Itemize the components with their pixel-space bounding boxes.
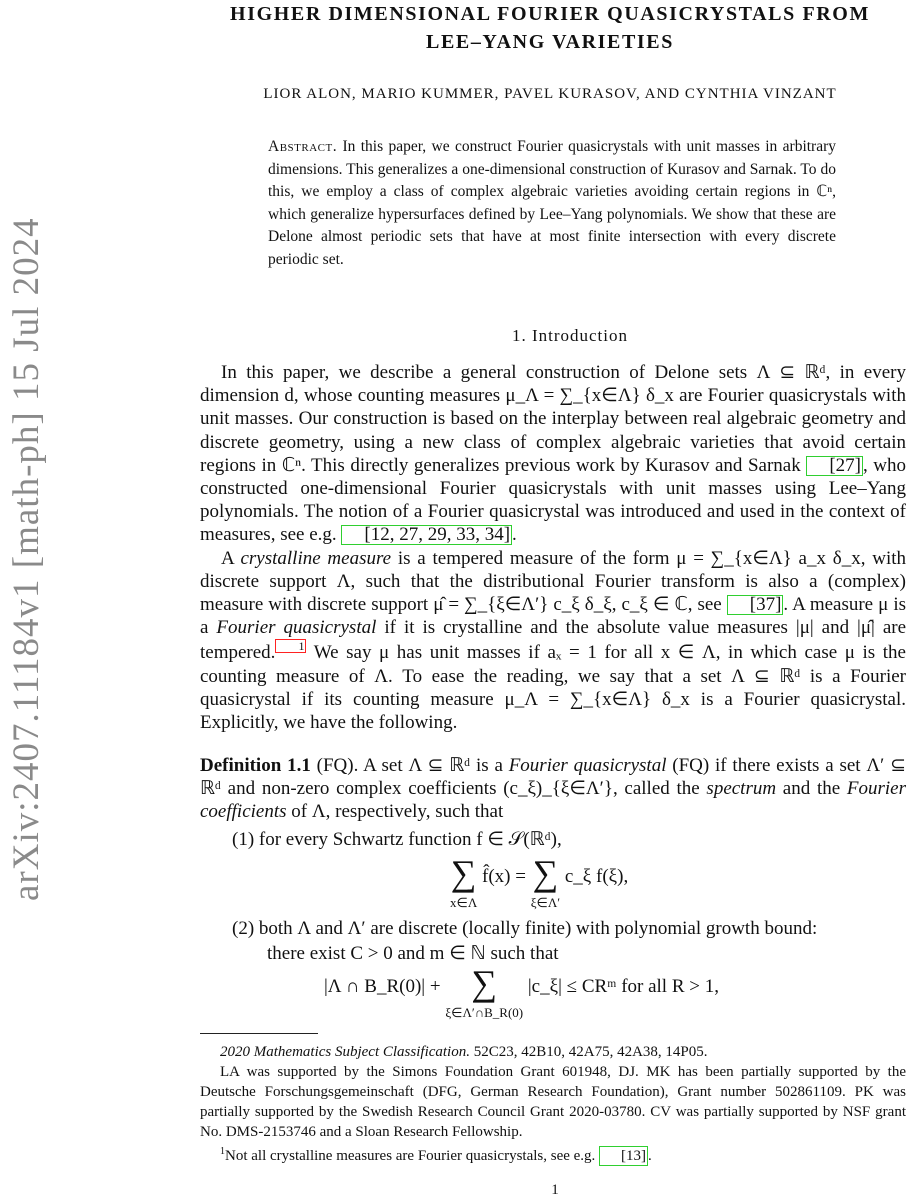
intro-p2-text-d: if it is crystalline and the absolute value measures |μ| and |μ̂| are tempered. xyxy=(200,617,907,664)
eq1-lhs: f̂(x) = xyxy=(482,866,526,887)
footnote-link-1[interactable]: 1 xyxy=(275,639,306,653)
sum-symbol-2: ∑ xyxy=(532,853,559,893)
equation-2 xyxy=(324,963,719,1023)
eq1-rhs-subscript: ξ∈Λ′ xyxy=(530,895,561,910)
definition-item-2a: (2) both Λ and Λ′ are discrete (locally finite) with polynomial growth bound: xyxy=(232,918,818,939)
sum-symbol-3: ∑ xyxy=(471,963,498,1003)
funding-footnote: LA was supported by the Simons Foundation Grant 601948, DJ. MK has been partially supported by the Deutsche Forschungsgemeinschaft (DFG, German Research Foundation), Grant number 502861109. PK was partially supported by the Swedish Research Council Grant 2020-03780. CV was partially supported by NSF grant No. DMS-2153746 and a Sloan Research Fellowship. xyxy=(200,1064,906,1140)
term-fourier-coefficients: Fourier coefficients xyxy=(200,778,906,823)
term-fourier-quasicrystal: Fourier quasicrystal xyxy=(216,617,377,639)
intro-p2-text-b: is a tempered measure of the form μ = ∑_{x∈Λ} a_x δ_x, with discrete support Λ, such that the distributional Fourier transform is also a (complex) measure with discrete support μ̂ = ∑_{ξ∈Λ′} c_ξ δ_ξ, c_ξ ∈ ℂ, see xyxy=(200,547,906,616)
section-heading: 1. Introduction xyxy=(511,326,629,345)
arxiv-identifier: arXiv:2407.11184v1 [math-ph] 15 Jul 2024 xyxy=(6,217,47,901)
abstract xyxy=(268,136,836,271)
msc-footnote xyxy=(200,1042,906,1062)
definition-text-1: A set Λ ⊆ ℝᵈ is a xyxy=(363,755,503,776)
paper-title xyxy=(200,0,900,56)
definition-item-1: (1) for every Schwartz function f ∈ 𝒮(ℝᵈ), xyxy=(232,829,562,850)
eq1-rhs: c_ξ f(ξ), xyxy=(564,866,629,887)
title-line-2: LEE–YANG VARIETIES xyxy=(426,31,674,53)
definition-paragraph xyxy=(200,754,906,824)
citation-link-27[interactable]: [27] xyxy=(806,456,863,476)
intro-p1-text-b: , who constructed one-dimensional Fourier quasicrystals with unit masses using Lee–Yang polynomials. The notion of a Fourier quasicrystal was introduced and used in the context of measures, see e.g. xyxy=(200,454,906,546)
intro-p1-text-a: In this paper, we describe a general construction of Delone sets Λ ⊆ ℝᵈ, in every dimension d, whose counting measures μ_Λ = ∑_{x∈Λ} δ_x are Fourier quasicrystals with unit masses. Our construction is based on the interplay between real algebraic geometry and discrete geometry, using a new class of complex algebraic varieties that avoid certain regions in ℂⁿ. This directly generalizes previous work by Kurasov and Sarnak xyxy=(200,362,906,476)
intro-paragraph-1: In this paper, we describe a general construction of Delone sets Λ ⊆ ℝᵈ, in every dimension d, whose counting measures μ_Λ = ∑_{x∈Λ} δ_x are Fourier quasicrystals with unit masses. Our construction is based on the interplay between real algebraic geometry and discrete geometry, using a new class of complex algebraic varieties that avoid certain regions in ℂⁿ. This directly generalizes previous work by Kurasov and Sarnak [27] , who constructed one-dimensional Fourier quasicrystals with unit masses using Lee–Yang polynomials. The notion of a Fourier quasicrystal was introduced and used in the context of measures, see e.g. [12, 27, 29, 33, 34] . xyxy=(200,362,906,546)
definition-item-2b: there exist C > 0 and m ∈ ℕ such that xyxy=(267,943,559,964)
sum-symbol: ∑ xyxy=(450,853,477,893)
eq2-subscript: ξ∈Λ′∩B_R(0) xyxy=(445,1005,524,1020)
definition-text-4: of Λ, respectively, such that xyxy=(291,801,504,823)
msc-label: 2020 Mathematics Subject Classification. xyxy=(220,1044,470,1060)
title-line-1: HIGHER DIMENSIONAL FOURIER QUASICRYSTALS FROM xyxy=(230,3,870,25)
eq2-left: |Λ ∩ B_R(0)| + xyxy=(324,976,441,997)
eq1-lhs-subscript: x∈Λ xyxy=(450,895,478,910)
abstract-label: Abstract. xyxy=(268,138,338,155)
footnote-1 xyxy=(200,1142,906,1166)
footnotes xyxy=(200,1042,906,1166)
page-number: 1 xyxy=(551,1182,559,1198)
equation-1 xyxy=(450,853,629,913)
citation-link-37[interactable]: [37] xyxy=(727,595,784,615)
intro-body xyxy=(200,361,906,734)
msc-codes: 52C23, 42B10, 42A75, 42A38, 14P05. xyxy=(473,1044,708,1060)
abstract-text: In this paper, we construct Fourier quasicrystals with unit masses in arbitrary dimensions. This generalizes a one-dimensional construction of Kurasov and Sarnak. To do this, we employ a class of complex algebraic varieties avoiding certain regions in ℂⁿ, which generalize hypersurfaces defined by Lee–Yang polynomials. We show that these are Delone almost periodic sets that have at most finite intersection with every discrete periodic set. xyxy=(268,138,837,268)
eq2-right: |c_ξ| ≤ CRᵐ for all R > 1, xyxy=(527,976,719,997)
intro-p2-text-e: We say μ has unit masses if aₓ = 1 for all x ∈ Λ, in which case μ is the counting measure of Λ. To ease the reading, we say that a set Λ ⊆ ℝᵈ is a Fourier quasicrystal if its counting measure μ_Λ = ∑_{x∈Λ} δ_x is a Fourier quasicrystal. Explicitly, we have the following. xyxy=(200,642,906,734)
intro-p2-text-a: A xyxy=(221,547,234,569)
term-spectrum: spectrum xyxy=(706,778,777,800)
term-fq: Fourier quasicrystal xyxy=(508,755,667,776)
footnote-1-mark: 1 xyxy=(220,1146,225,1157)
definition-text-2: (FQ) if there exists a set Λ′ ⊆ ℝᵈ and non-zero complex coefficients (c_ξ)_{ξ∈Λ′}, called the xyxy=(200,755,907,800)
footnote-rule xyxy=(200,1033,318,1034)
definition-tag: (FQ). xyxy=(316,755,359,776)
citation-link-13[interactable]: [13] xyxy=(599,1146,648,1166)
author-list: LIOR ALON, MARIO KUMMER, PAVEL KURASOV, AND CYNTHIA VINZANT xyxy=(263,86,837,102)
term-crystalline-measure: crystalline measure xyxy=(240,547,392,569)
footnote-1-end: . xyxy=(648,1148,652,1164)
intro-p2-text-c: . A measure μ is a xyxy=(200,594,906,639)
definition-text-3: and the xyxy=(782,778,841,800)
footnote-1-text: Not all crystalline measures are Fourier quasicrystals, see e.g. xyxy=(225,1148,596,1164)
citation-link-list[interactable]: [12, 27, 29, 33, 34] xyxy=(341,525,512,545)
definition-label: Definition 1.1 xyxy=(200,755,311,776)
definition-block xyxy=(200,754,906,824)
intro-paragraph-2 xyxy=(200,547,906,735)
